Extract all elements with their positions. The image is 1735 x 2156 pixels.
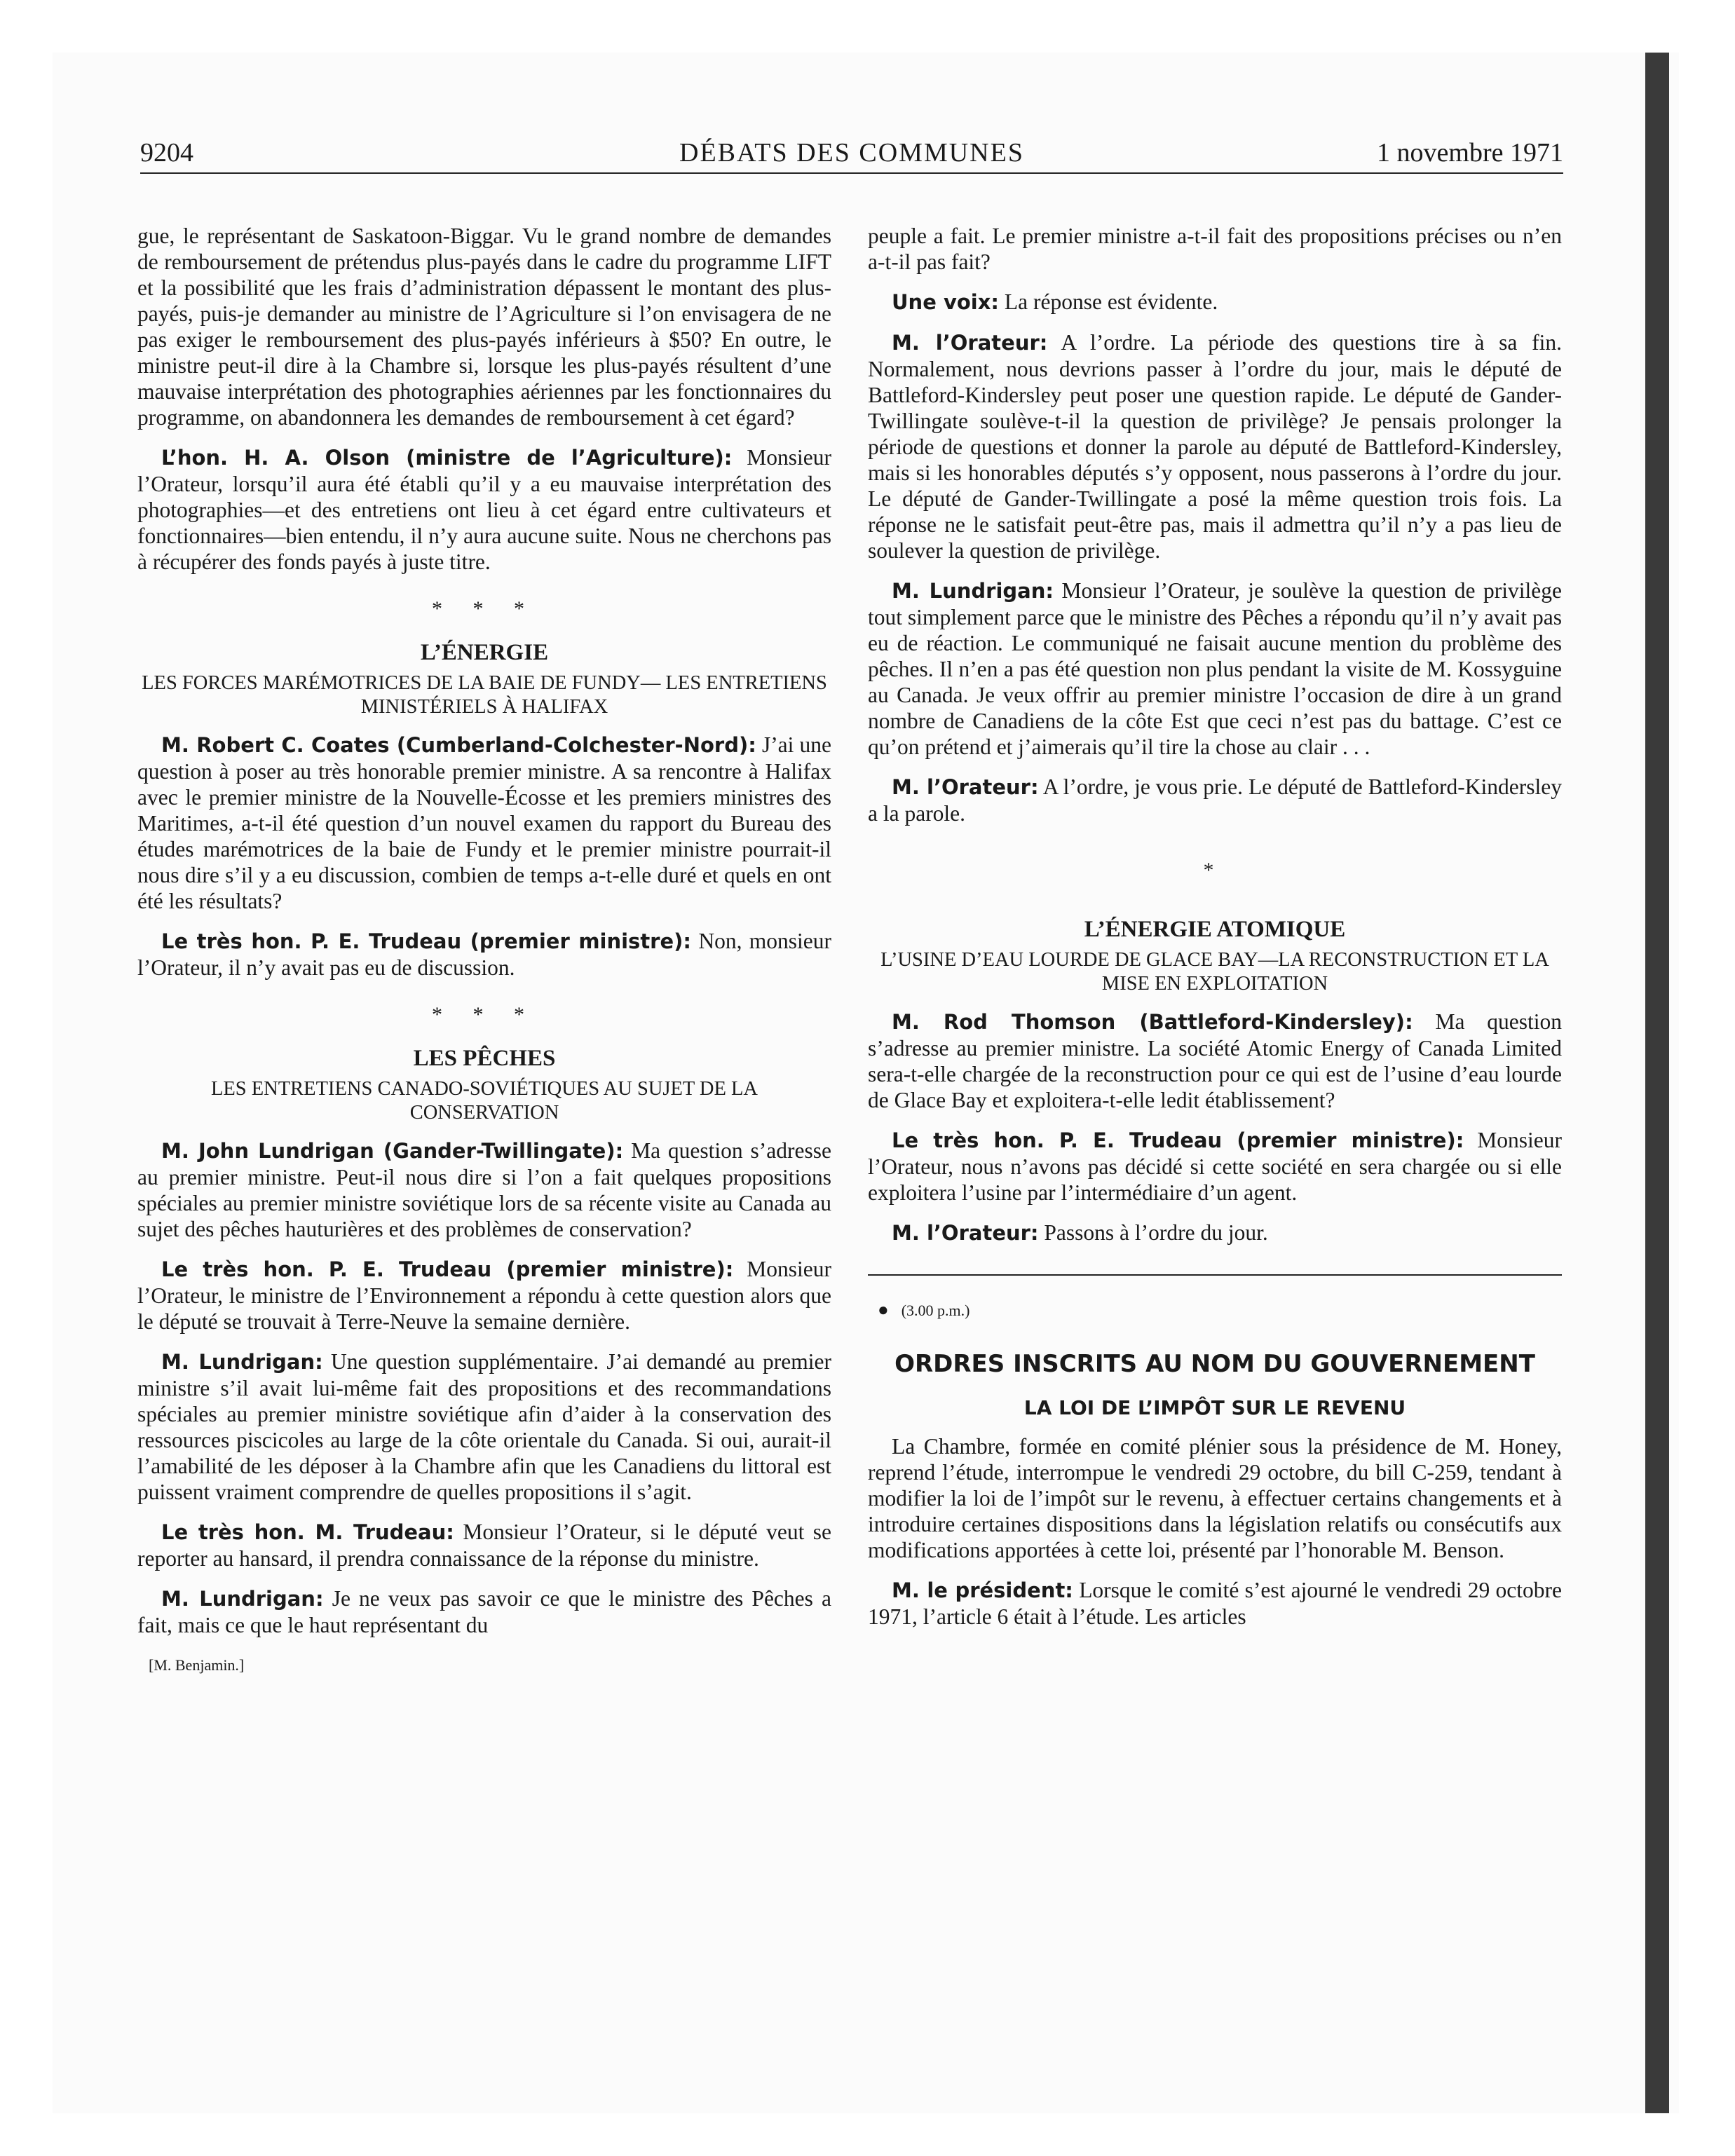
subsection-heading: L’USINE D’EAU LOURDE DE GLACE BAY—LA RECONSTRUCTION ET LA MISE EN EXPLOITATION xyxy=(880,949,1549,995)
paragraph xyxy=(137,444,831,575)
section-heading: L’ÉNERGIE ATOMIQUE xyxy=(1084,917,1346,942)
speech: A l’ordre, je vous prie. Le député de Battleford-Kindersley a la parole. xyxy=(868,775,1562,826)
speaker: M. Lundrigan: xyxy=(892,579,1054,603)
bill-heading: LA LOI DE L’IMPÔT SUR LE REVENU xyxy=(1023,1396,1406,1419)
paragraph xyxy=(137,1138,831,1242)
paragraph xyxy=(137,732,831,914)
speech: Monsieur l’Orateur, lorsqu’il aura été établi qu’il y a eu mauvaise interprétation des photographies—et des entretiens ont lieu à cet égard entre cultivateurs et fonctionnaires—bien entendu, il n’y aura aucune suite. Nous ne cherchons pas à récupérer des fonds payés à juste titre. xyxy=(137,445,831,574)
section-heading: LES PÊCHES xyxy=(413,1046,556,1071)
speech: Ma question s’adresse au premier ministre. Peut-il nous dire si l’on a fait quelques propositions spéciales au premier ministre soviétique lors de sa récente visite au Canada au sujet des pêches hauturières et des problèmes de conservation? xyxy=(137,1138,831,1241)
paragraph xyxy=(137,1585,831,1638)
section-rule xyxy=(868,1274,1562,1276)
page-number: 9204 xyxy=(140,138,193,168)
paragraph xyxy=(137,1349,831,1505)
scan-edge xyxy=(1645,53,1669,2113)
publication-title: DÉBATS DES COMMUNES xyxy=(679,138,1024,168)
paragraph xyxy=(868,774,1562,826)
speaker: M. Lundrigan: xyxy=(161,1350,323,1374)
speech: Une question supplémentaire. J’ai demandé au premier ministre s’il avait lui-même fait des propositions et des recommandations spéciales au premier ministre soviétique afin d’aider à la conservation des ressources piscicoles au large de la côte orientale du Canada. Si oui, aurait-il l’amabilité de les déposer à la Chambre afin que les Canadiens du littoral est puissent vraiment comprendre de quelles propositions il s’agit. xyxy=(137,1349,831,1504)
time-marker xyxy=(878,1297,1562,1323)
issue-date: 1 novembre 1971 xyxy=(1377,138,1563,168)
section-separator: * * * xyxy=(432,1003,537,1026)
speaker: Le très hon. M. Trudeau: xyxy=(161,1520,454,1544)
speech: Passons à l’ordre du jour. xyxy=(1044,1220,1268,1245)
speaker-footnote: [M. Benjamin.] xyxy=(149,1656,245,1674)
paragraph xyxy=(868,329,1562,564)
bullet-icon: ● xyxy=(878,1299,889,1320)
speaker: M. l’Orateur: xyxy=(892,775,1039,799)
paragraph xyxy=(868,289,1562,315)
paragraph: La Chambre, formée en comité plénier sous la présidence de M. Honey, reprend l’étude, interrompue le vendredi 29 octobre, du bill C-259, tendant à modifier la loi de l’impôt sur le revenu, à effectuer certains changements et à introduire certaines dispositions dans la législation relatifs ou consécutifs aux modifications apportées à cette loi, présenté par l’honorable M. Benson. xyxy=(868,1434,1562,1562)
speaker: M. John Lundrigan (Gander-Twillingate): xyxy=(161,1139,624,1163)
paragraph xyxy=(868,1577,1562,1630)
speech: Je ne veux pas savoir ce que le ministre des Pêches a fait, mais ce que le haut représentant du xyxy=(137,1586,831,1637)
paragraph xyxy=(137,928,831,981)
paragraph xyxy=(868,1127,1562,1206)
speaker: M. l’Orateur: xyxy=(892,331,1048,355)
paragraph xyxy=(868,578,1562,760)
speech: J’ai une question à poser au très honorable premier ministre. A sa rencontre à Halifax avec le premier ministre de la Nouvelle-Écosse et les premiers ministres des Maritimes, a-t-il été question d’un nouvel examen du rapport du Bureau des études marémotrices de la baie de Fundy et le premier ministre pourrait-il nous dire s’il y a eu discussion, combien de temps a-t-elle duré et quels en ont été les résultats? xyxy=(137,732,831,913)
speech: Monsieur l’Orateur, si le député veut se reporter au hansard, il prendra connaissance de la réponse du ministre. xyxy=(137,1520,832,1571)
speaker: L’hon. H. A. Olson (ministre de l’Agriculture): xyxy=(161,446,733,470)
speech: Monsieur l’Orateur, le ministre de l’Environnement a répondu à cette question alors que le député se trouvait à Terre-Neuve la semaine dernière. xyxy=(137,1257,832,1334)
subsection-heading: LES FORCES MARÉMOTRICES DE LA BAIE DE FUNDY— LES ENTRETIENS MINISTÉRIELS À HALIFAX xyxy=(142,672,827,718)
speech: A l’ordre. La période des questions tire à sa fin. Normalement, nous devrions passer à l’ordre du jour, mais le député de Battleford-Kindersley peut poser une question rapide. Le député de Gander-Twillingate soulève-t-il la question de privilège? Je pensais prolonger la période de questions et donner la parole au député de Battleford-Kindersley, mais si les honorables députés s’y opposent, nous passerons à l’ordre du jour. Le député de Gander-Twillingate a posé la même question trois fois. La réponse ne le satisfait peut-être pas, mais il admettra qu’il n’y a pas lieu de soulever la question de privilège. xyxy=(868,330,1562,563)
speech: Lorsque le comité s’est ajourné le vendredi 29 octobre 1971, l’article 6 était à l’étude. Les articles xyxy=(868,1578,1563,1629)
section-separator: * * * xyxy=(432,597,537,620)
speaker: Le très hon. P. E. Trudeau (premier ministre): xyxy=(892,1128,1464,1152)
right-column xyxy=(868,223,1562,1644)
speaker: M. le président: xyxy=(892,1578,1073,1602)
section-heading: L’ÉNERGIE xyxy=(420,640,549,665)
speech: Monsieur l’Orateur, je soulève la question de privilège tout simplement parce que le ministre des Pêches a répondu qu’il n’y avait pas eu de réaction. Le communiqué ne faisait aucune mention du problème des pêches. Il n’en a pas été question non plus pendant la visite de M. Kossyguine au Canada. Je veux offrir au premier ministre l’occasion de dire à un grand nombre de Canadiens de la côte Est que ceci n’est pas du battage. C’est ce qu’on prétend et j’aimerais qu’il tire la chose au clair . . . xyxy=(868,578,1562,759)
speaker: M. Lundrigan: xyxy=(161,1587,324,1611)
left-column xyxy=(137,223,831,1678)
paragraph xyxy=(868,1220,1562,1246)
speaker: M. Robert C. Coates (Cumberland-Colchester-Nord): xyxy=(161,733,756,757)
paragraph: peuple a fait. Le premier ministre a-t-il fait des propositions précises ou n’en a-t-il pas fait? xyxy=(868,224,1562,274)
subsection-heading: LES ENTRETIENS CANADO-SOVIÉTIQUES AU SUJET DE LA CONSERVATION xyxy=(210,1078,758,1124)
speech: Monsieur l’Orateur, nous n’avons pas décidé si cette société en sera chargée ou si elle exploitera l’usine par l’intermédiaire d’un agent. xyxy=(868,1128,1563,1205)
page-header xyxy=(140,137,1563,174)
paragraph xyxy=(137,1519,831,1571)
orders-heading: ORDRES INSCRITS AU NOM DU GOUVERNEMENT xyxy=(894,1350,1535,1378)
speech: Ma question s’adresse au premier ministre. La société Atomic Energy of Canada Limited sera-t-elle chargée de la reconstruction pour ce qui est de l’usine d’eau lourde de Glace Bay et exploitera-t-elle ledit établissement? xyxy=(868,1009,1563,1112)
speech: La réponse est évidente. xyxy=(1004,289,1218,314)
speaker: Le très hon. P. E. Trudeau (premier ministre): xyxy=(161,929,692,953)
speaker: M. Rod Thomson (Battleford-Kindersley): xyxy=(892,1010,1413,1034)
paragraph: gue, le représentant de Saskatoon-Biggar. Vu le grand nombre de demandes de remboursement de prétendus plus-payés dans le cadre du programme LIFT et la possibilité que les frais d’administration dépassent le montant des plus-payés, puis-je demander au ministre de l’Agriculture si l’on envisagera de ne pas exiger le remboursement des plus-payés inférieurs à $50? En outre, le ministre peut-il dire à la Chambre si, lorsque les plus-payés résultent d’une mauvaise interprétation des photographies aériennes par les fonctionnaires du programme, on abandonnera les demandes de remboursement à cet égard? xyxy=(137,224,831,430)
time-label: (3.00 p.m.) xyxy=(901,1302,970,1319)
paragraph xyxy=(868,1009,1562,1113)
speaker: M. l’Orateur: xyxy=(892,1221,1039,1245)
paragraph xyxy=(137,1256,831,1335)
speech: Non, monsieur l’Orateur, il n’y avait pas eu de discussion. xyxy=(137,929,832,980)
speaker: Une voix: xyxy=(892,290,1000,314)
section-separator: * xyxy=(1203,859,1227,882)
speaker: Le très hon. P. E. Trudeau (premier ministre): xyxy=(161,1257,734,1281)
